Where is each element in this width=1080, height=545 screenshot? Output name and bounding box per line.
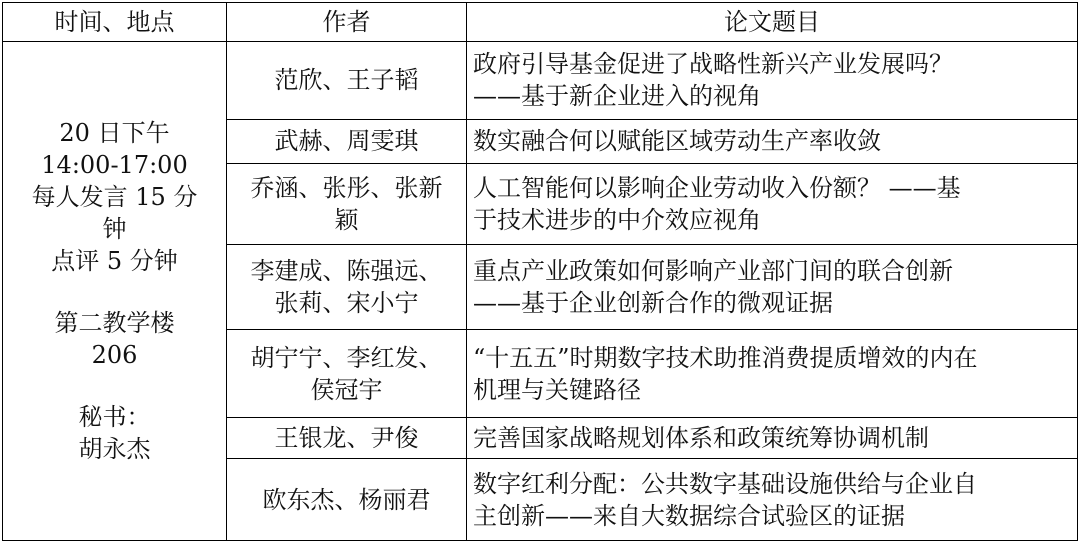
title-line: 政府引导基金促进了战略性新兴产业发展吗？ [473, 50, 953, 79]
table-row [3, 42, 1078, 120]
title-line: 主创新——来自大数据综合试验区的证据 [473, 501, 905, 530]
session-info-cell [3, 42, 227, 541]
author-line: 李建成、陈强远、 [250, 257, 443, 286]
title-line: ——基于企业创新合作的微观证据 [473, 289, 833, 318]
session-room: 206 [91, 341, 138, 369]
title-line: 人工智能何以影响企业劳动收入份额？ ——基 [473, 174, 961, 203]
author-line: 乔涵、张彤、张新 [250, 174, 443, 203]
author-line: 胡宁宁、李红发、 [250, 343, 443, 372]
title-line: ——基于新企业进入的视角 [473, 82, 761, 111]
title-line: 数实融合何以赋能区域劳动生产率收敛 [473, 127, 881, 156]
session-review-duration: 点评 5 分钟 [51, 247, 178, 275]
author-line: 范欣、王子韬 [274, 66, 419, 95]
author-cell [227, 119, 467, 163]
author-line: 王银龙、尹俊 [274, 424, 419, 453]
session-speak-duration-cont: 钟 [102, 215, 127, 243]
title-cell [467, 119, 1078, 163]
title-cell [467, 459, 1078, 541]
author-line: 武赫、周雯琪 [274, 127, 419, 156]
session-time: 14:00-17:00 [41, 151, 188, 179]
author-cell [227, 459, 467, 541]
title-line: 机理与关键路径 [473, 375, 641, 404]
author-cell [227, 330, 467, 418]
author-cell [227, 245, 467, 330]
title-line: 重点产业政策如何影响产业部门间的联合创新 [473, 257, 953, 286]
author-line: 侯冠宇 [310, 375, 383, 404]
title-line: 数字红利分配：公共数字基础设施供给与企业自 [473, 469, 977, 498]
title-cell [467, 163, 1078, 245]
session-speak-duration: 每人发言 15 分 [31, 183, 198, 211]
session-date: 20 日下午 [59, 119, 170, 147]
secretary-name: 胡永杰 [78, 435, 151, 463]
title-line: 完善国家战略规划体系和政策统筹协调机制 [473, 424, 929, 453]
author-line: 颖 [334, 206, 359, 235]
header-title: 论文题目 [467, 3, 1078, 42]
header-time-place: 时间、地点 [3, 3, 227, 42]
header-row [3, 3, 1078, 42]
secretary-label: 秘书： [78, 403, 151, 431]
author-line: 欧东杰、杨丽君 [262, 485, 431, 514]
session-building: 第二教学楼 [54, 309, 175, 337]
title-line: “十五五”时期数字技术助推消费提质增效的内在 [473, 343, 978, 372]
author-cell [227, 163, 467, 245]
author-cell [227, 418, 467, 459]
schedule-table [2, 2, 1078, 541]
title-cell [467, 42, 1078, 120]
title-line: 于技术进步的中介效应视角 [473, 206, 761, 235]
author-cell [227, 42, 467, 120]
header-author: 作者 [227, 3, 467, 42]
author-line: 张莉、宋小宁 [274, 289, 419, 318]
title-cell [467, 418, 1078, 459]
title-cell [467, 245, 1078, 330]
title-cell [467, 330, 1078, 418]
